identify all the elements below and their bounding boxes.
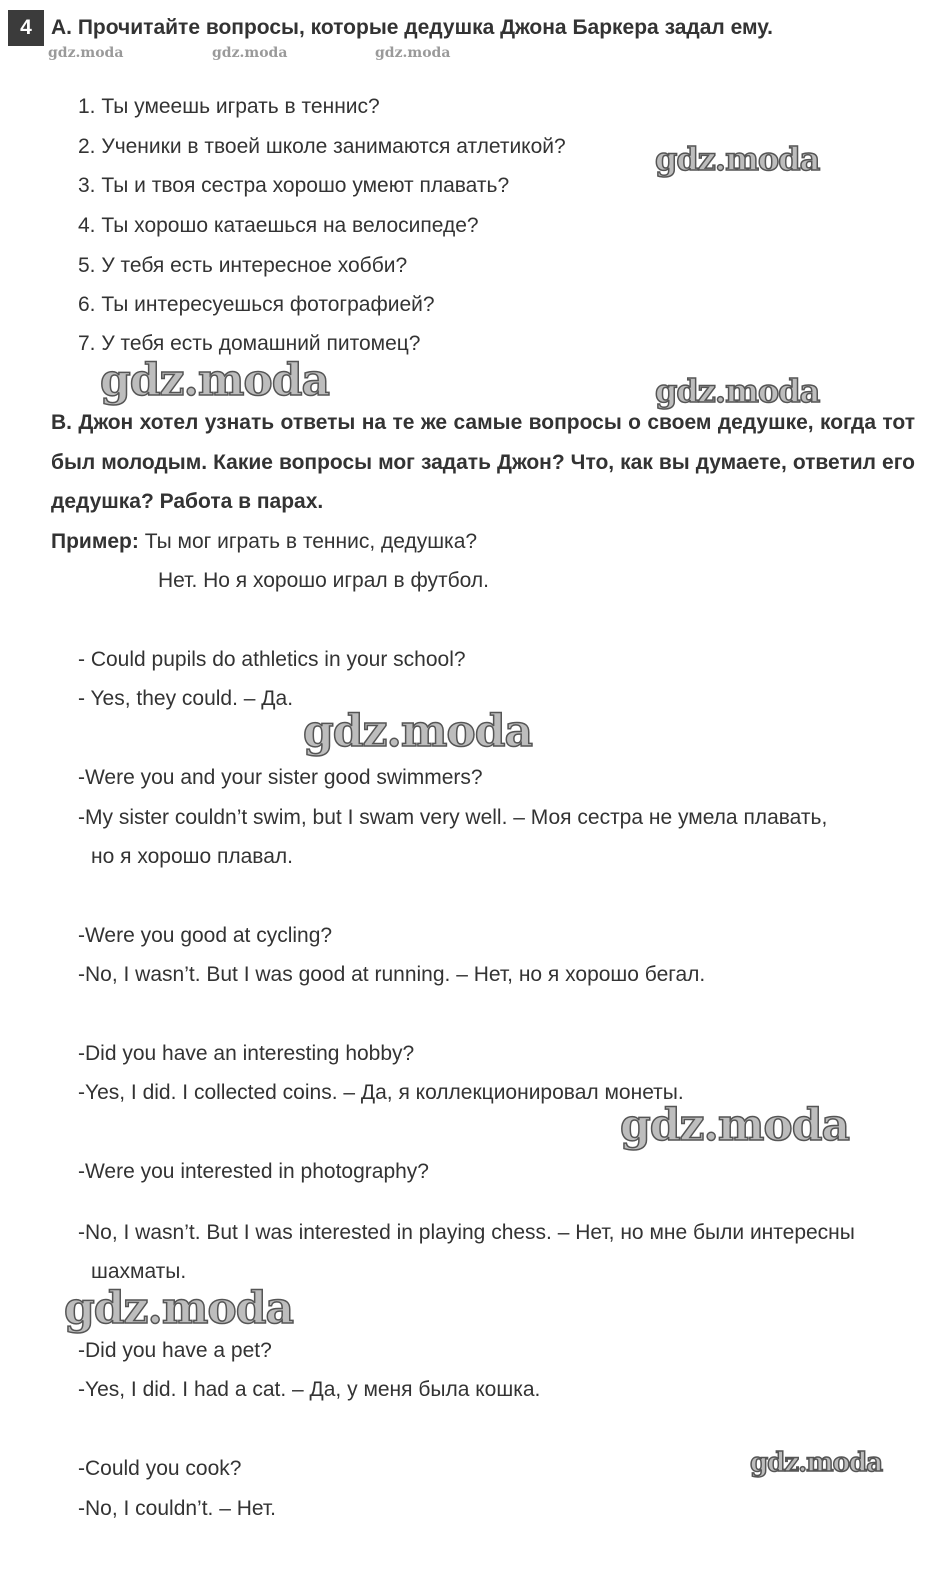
example-question-text: Ты мог играть в теннис, дедушка?	[144, 530, 478, 553]
question-item: 2. Ученики в твоей школе занимаются атлетикой?	[78, 135, 566, 158]
dialogue-line: -Yes, I did. I had a cat. – Да, у меня была кошка.	[78, 1378, 541, 1401]
question-item: 5. У тебя есть интересное хобби?	[78, 254, 408, 277]
dialogue-line: -Could you cook?	[78, 1457, 242, 1480]
dialogue-line: -Did you have a pet?	[78, 1339, 272, 1362]
watermark-logo: gdz.moda	[750, 1448, 883, 1478]
question-item: 7. У тебя есть домашний питомец?	[78, 332, 421, 355]
dialogue-line: -No, I couldn’t. – Нет.	[78, 1497, 277, 1520]
example-label: Пример:	[51, 530, 139, 553]
question-item: 6. Ты интересуешься фотографией?	[78, 293, 435, 316]
dialogue-line: - Could pupils do athletics in your school?	[78, 648, 466, 671]
dialogue-line: -No, I wasn’t. But I was good at running. – Нет, но я хорошо бегал.	[78, 963, 706, 986]
part-b-instructions: B. Джон хотел узнать ответы на те же самые вопросы о своем дедушке, когда тот был молодым. Какие вопросы мог задать Джон? Что, как вы думаете, ответил его дедушка? Работа в парах.	[51, 411, 915, 513]
question-item: 3. Ты и твоя сестра хорошо умеют плавать?	[78, 174, 510, 197]
watermark-logo: gdz.moda	[620, 1100, 850, 1151]
dialogue-line: -Were you interested in photography?	[78, 1160, 429, 1183]
watermark-logo: gdz.moda	[303, 706, 533, 757]
question-item: 1. Ты умеешь играть в теннис?	[78, 95, 380, 118]
example-answer: Нет. Но я хорошо играл в футбол.	[158, 569, 489, 592]
watermark-small-3: gdz.moda	[375, 45, 451, 61]
dialogue-line: -Were you good at cycling?	[78, 924, 333, 947]
watermark-logo: gdz.moda	[655, 140, 820, 178]
dialogue-line: но я хорошо плавал.	[91, 845, 293, 868]
watermark-logo: gdz.moda	[100, 355, 330, 406]
question-item: 4. Ты хорошо катаешься на велосипеде?	[78, 214, 479, 237]
dialogue-line: -Yes, I did. I collected coins. – Да, я коллекционировал монеты.	[78, 1081, 684, 1104]
watermark-logo: gdz.moda	[64, 1283, 294, 1334]
watermark-small-2: gdz.moda	[212, 45, 288, 61]
dialogue-line: -Were you and your sister good swimmers?	[78, 766, 483, 789]
watermark-logo: gdz.moda	[655, 372, 820, 410]
part-a-title: A. Прочитайте вопросы, которые дедушка Джона Баркера задал ему.	[51, 16, 773, 39]
dialogue-line: -No, I wasn’t. But I was interested in playing chess. – Нет, но мне были интересны	[78, 1221, 855, 1244]
exercise-number-badge: 4	[8, 10, 44, 46]
dialogue-line: шахматы.	[91, 1260, 187, 1283]
watermark-small-1: gdz.moda	[48, 45, 124, 61]
example-question	[51, 530, 477, 554]
dialogue-line: -My sister couldn’t swim, but I swam very well. – Моя сестра не умела плавать,	[78, 806, 828, 829]
dialogue-line: - Yes, they could. – Да.	[78, 687, 294, 710]
dialogue-line: -Did you have an interesting hobby?	[78, 1042, 415, 1065]
